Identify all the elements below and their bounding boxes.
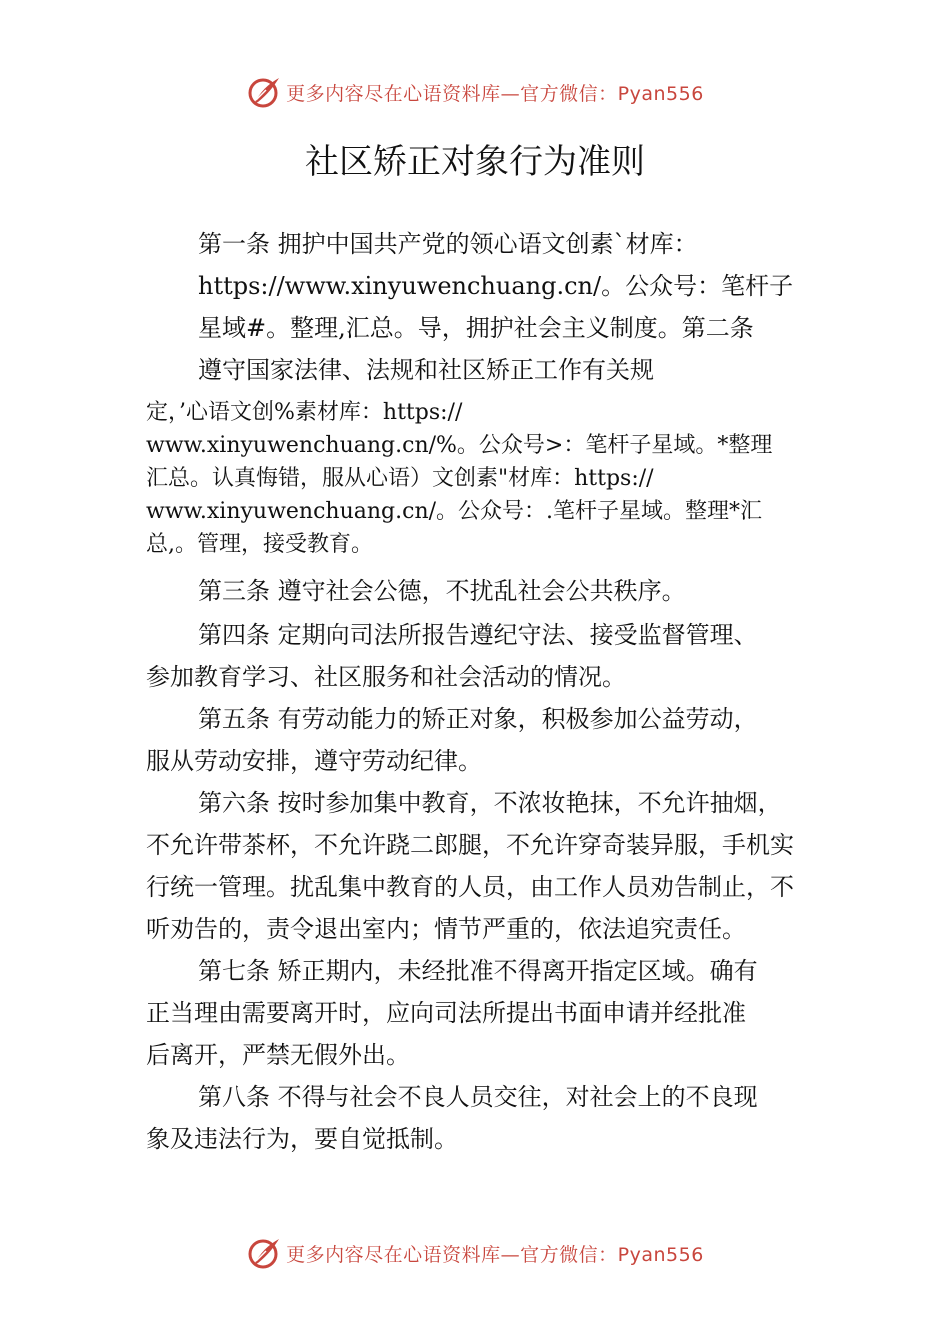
text-line: 听劝告的，责令退出室内；情节严重的，依法追究责任。 (146, 915, 746, 943)
text-line: 象及违法行为，要自觉抵制。 (146, 1125, 458, 1153)
text-line: 定，’心语文创%素材库：https:// (146, 400, 463, 425)
quill-logo-icon (246, 74, 282, 110)
header-banner (0, 72, 950, 112)
text-line: https://www.xinyuwenchuang.cn/。公众号：笔杆子 (198, 272, 794, 300)
text-line: www.xinyuwenchuang.cn/。公众号：.笔杆子星域。整理*汇 (146, 499, 763, 524)
text-line: 第六条 按时参加集中教育，不浓妆艳抹，不允许抽烟， (198, 789, 782, 817)
text-line: 星域#。整理,汇总。导，拥护社会主义制度。第二条 (198, 314, 754, 342)
text-line: 第八条 不得与社会不良人员交往，对社会上的不良现 (198, 1083, 758, 1111)
text-line: 第三条 遵守社会公德，不扰乱社会公共秩序。 (198, 577, 686, 605)
footer-banner (0, 1233, 950, 1273)
text-line: 不允许带茶杯，不允许跷二郎腿，不允许穿奇装异服，手机实 (146, 831, 794, 859)
wechat-id: Pyan556 (617, 1243, 704, 1266)
text-line: 正当理由需要离开时，应向司法所提出书面申请并经批准 (146, 999, 746, 1027)
wechat-id: Pyan556 (617, 82, 704, 105)
text-line: 总,。管理，接受教育。 (146, 532, 373, 557)
quill-logo-icon (246, 1235, 282, 1271)
text-line: www.xinyuwenchuang.cn/%。公众号>：笔杆子星域。*整理 (146, 433, 773, 458)
text-line: 参加教育学习、社区服务和社会活动的情况。 (146, 663, 626, 691)
text-line: 服从劳动安排，遵守劳动纪律。 (146, 747, 482, 775)
text-line: 汇总。认真悔错，服从心语）文创素"材库：https:// (146, 466, 654, 491)
banner-text (286, 1240, 704, 1267)
banner-label: 更多内容尽在心语资料库—官方微信： (286, 1243, 618, 1266)
text-line: 遵守国家法律、法规和社区矫正工作有关规 (198, 356, 654, 384)
text-line: 第一条 拥护中国共产党的领心语文创素`材库： (198, 230, 698, 258)
text-line: 后离开，严禁无假外出。 (146, 1041, 410, 1069)
banner-text (286, 79, 704, 106)
page-title: 社区矫正对象行为准则 (305, 142, 645, 182)
text-line: 第四条 定期向司法所报告遵纪守法、接受监督管理、 (198, 621, 758, 649)
text-line: 第五条 有劳动能力的矫正对象，积极参加公益劳动， (198, 705, 758, 733)
banner-label: 更多内容尽在心语资料库—官方微信： (286, 82, 618, 105)
text-line: 第七条 矫正期内，未经批准不得离开指定区域。确有 (198, 957, 758, 985)
text-line: 行统一管理。扰乱集中教育的人员，由工作人员劝告制止，不 (146, 873, 794, 901)
